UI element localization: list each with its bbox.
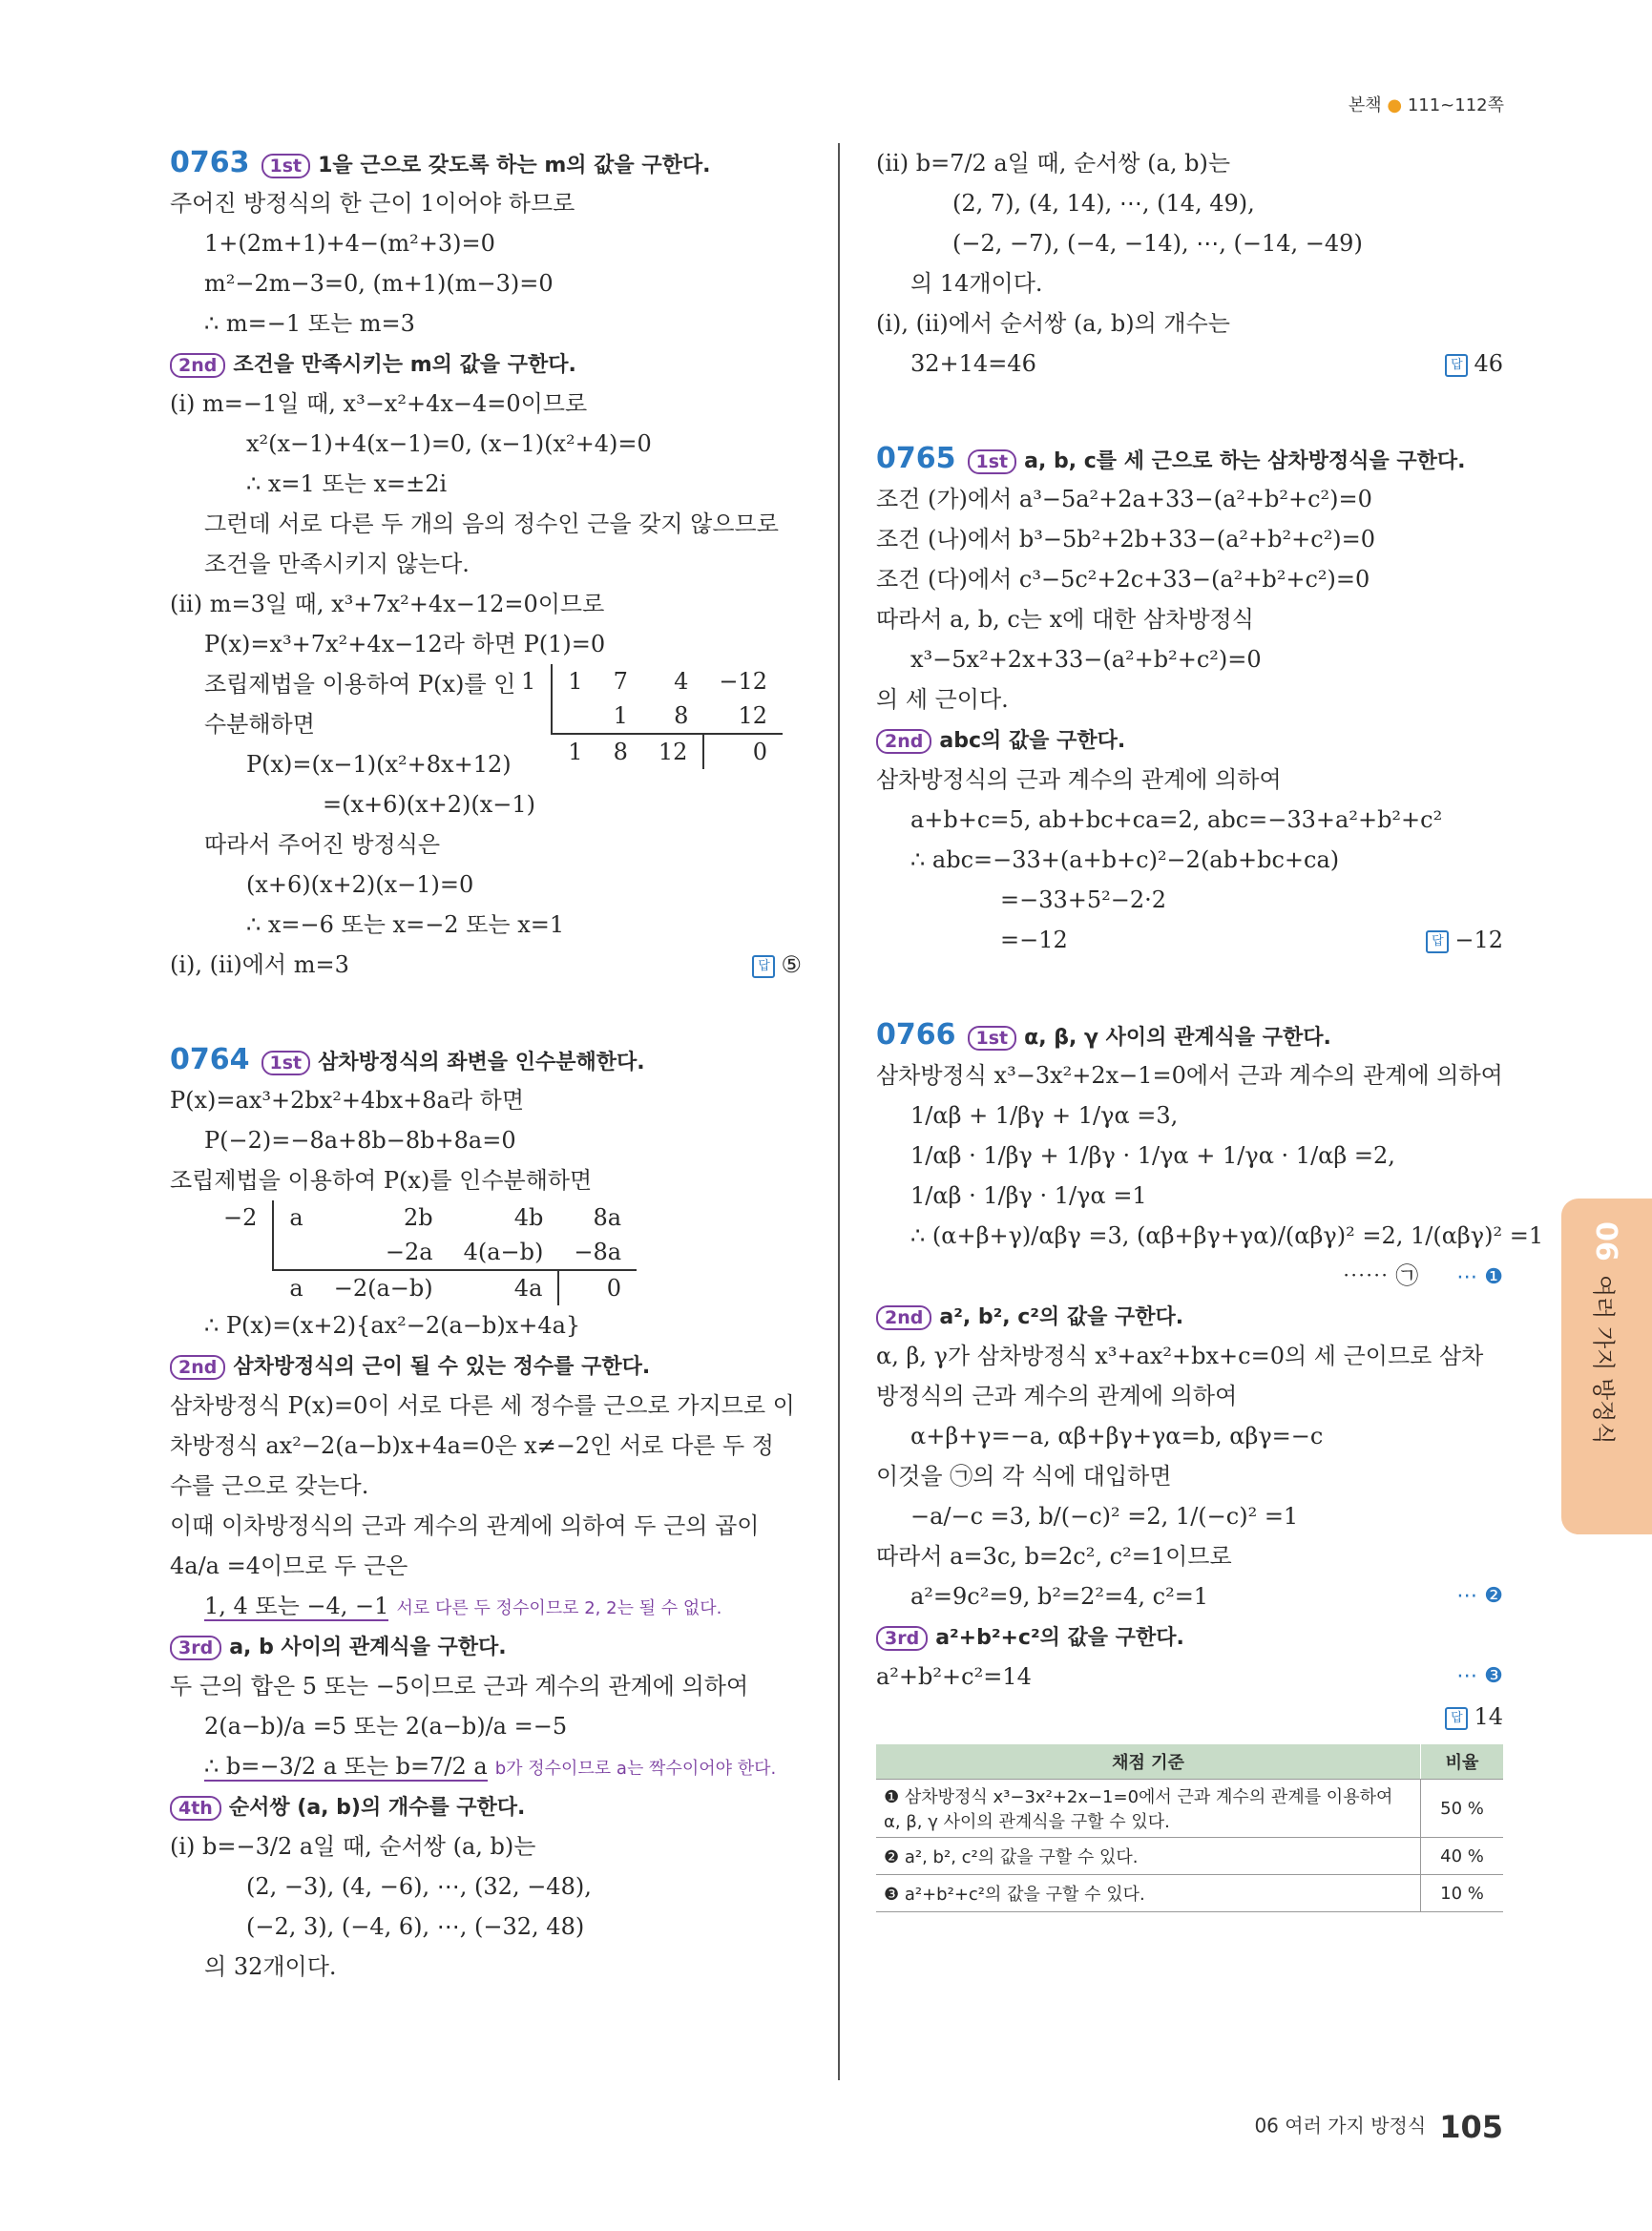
equation-line: m²−2m−3=0, (m+1)(m−3)=0 <box>204 270 554 297</box>
bullet-dot-icon: ● <box>1387 95 1403 115</box>
column-divider <box>838 143 840 2080</box>
answer-value: 46 <box>1474 350 1503 377</box>
problem-number: 0765 <box>876 442 956 475</box>
step-heading <box>170 1786 802 1826</box>
answer-icon: 답 <box>1445 1707 1468 1730</box>
ratio-cell: 50 % <box>1421 1780 1504 1838</box>
step-title: 순서쌍 (a, b)의 개수를 구한다. <box>228 1796 526 1820</box>
annotation-note: b가 정수이므로 a는 짝수이어야 한다. <box>494 1759 777 1779</box>
problem-number: 0766 <box>876 1018 956 1052</box>
step-title: 삼차방정식의 근이 될 수 있는 정수를 구한다. <box>233 1355 651 1379</box>
equation-line: 1+(2m+1)+4−(m²+3)=0 <box>204 230 495 257</box>
step-title: a²+b²+c²의 값을 구한다. <box>935 1626 1184 1650</box>
equation-line: 2(a−b)/a =5 또는 2(a−b)/a =−5 <box>204 1713 568 1740</box>
answer-icon: 답 <box>1426 930 1449 953</box>
equation-line <box>876 1657 1503 1697</box>
solution-line: (i) m=−1일 때, x³−x²+4x−4=0이므로 <box>170 390 588 417</box>
step-title: 1을 근으로 갖도록 하는 m의 값을 구한다. <box>318 154 711 177</box>
equation-line: ∴ P(x)=(x+2){ax²−2(a−b)x+4a} <box>204 1312 581 1339</box>
solution-line: 삼차방정식 P(x)=0이 서로 다른 세 정수를 근으로 가지므로 이 <box>170 1392 795 1419</box>
solution-line: 따라서 주어진 방정식은 <box>204 831 441 858</box>
solution-line: 조립제법을 이용하여 P(x)를 인수분해하면 <box>170 1167 593 1194</box>
equation-line: P(−2)=−8a+8b−8b+8a=0 <box>204 1127 516 1154</box>
solution-line: 주어진 방정식의 한 근이 1이어야 하므로 <box>170 190 575 217</box>
problem-0763-heading <box>170 143 802 183</box>
score-marker: ⋯ ❸ <box>1456 1664 1503 1688</box>
problem-0765-heading <box>876 439 1503 479</box>
solution-line: 그런데 서로 다른 두 개의 음의 정수인 근을 갖지 않으므로 <box>204 511 779 537</box>
solution-line: (i) b=−3/2 a일 때, 순서쌍 (a, b)는 <box>170 1833 536 1860</box>
solution-line: α, β, γ가 삼차방정식 x³+ax²+bx+c=0의 세 근이므로 삼차 <box>876 1343 1484 1369</box>
equation-line: (−2, −7), (−4, −14), ⋯, (−14, −49) <box>952 230 1363 257</box>
equation-line: P(x)=(x−1)(x²+8x+12) <box>246 751 512 778</box>
equation-line <box>876 1576 1503 1616</box>
step-badge: 1st <box>261 1051 311 1075</box>
synthetic-division-table: 1 1 7 4 −12 1 8 12 1 8 12 0 <box>506 664 783 769</box>
problem-0764-heading <box>170 1040 802 1080</box>
solution-line: 수를 근으로 갖는다. <box>170 1472 369 1499</box>
equation-line: =(x+6)(x+2)(x−1) <box>323 791 536 818</box>
solution-line: 삼차방정식 x³−3x²+2x−1=0에서 근과 계수의 관계에 의하여 <box>876 1062 1503 1089</box>
step-badge: 2nd <box>876 729 931 754</box>
equation-line: 1/αβ · 1/βγ · 1/γα =1 <box>910 1182 1147 1209</box>
step-title: 삼차방정식의 좌변을 인수분해한다. <box>318 1051 645 1074</box>
equation-line: (2, 7), (4, 14), ⋯, (14, 49), <box>952 190 1255 217</box>
equation-line: (x+6)(x+2)(x−1)=0 <box>246 871 474 898</box>
score-marker: ⋯ ❷ <box>1456 1584 1503 1608</box>
solution-line: 이것을 ㉠의 각 식에 대입하면 <box>876 1463 1172 1490</box>
ratio-cell: 10 % <box>1421 1875 1504 1912</box>
equation-line: 1/αβ · 1/βγ + 1/βγ · 1/γα + 1/γα · 1/αβ =2, <box>910 1142 1395 1169</box>
answer-icon: 답 <box>752 955 775 978</box>
criteria-cell: ❸ a²+b²+c²의 값을 구할 수 있다. <box>876 1875 1421 1912</box>
answer-value: −12 <box>1454 927 1503 953</box>
chapter-number: 06 <box>1589 1221 1622 1261</box>
page-footer <box>1254 2109 1503 2145</box>
synthetic-division-table: −2 a 2b 4b 8a −2a 4(a−b) −8a a −2(a−b) 4a 0 <box>208 1200 637 1305</box>
step-heading <box>876 719 1503 760</box>
answer <box>1445 1697 1503 1737</box>
equation-line: −a/−c =3, b/(−c)² =2, 1/(−c)² =1 <box>910 1503 1299 1530</box>
equation-text: 1, 4 또는 −4, −1 <box>204 1593 389 1619</box>
ratio-cell: 40 % <box>1421 1838 1504 1875</box>
step-badge: 2nd <box>876 1305 931 1330</box>
equation-line: α+β+γ=−a, αβ+βγ+γα=b, αβγ=−c <box>910 1423 1324 1449</box>
equation-line: ∴ x=1 또는 x=±2i <box>246 470 448 497</box>
solution-line: 조립제법을 이용하여 P(x)를 인 <box>204 671 516 698</box>
answer-line <box>876 1697 1503 1737</box>
solution-line: 두 근의 합은 5 또는 −5이므로 근과 계수의 관계에 의하여 <box>170 1673 749 1699</box>
step-badge: 1st <box>968 449 1017 474</box>
step-badge: 3rd <box>876 1626 928 1651</box>
right-column <box>876 143 1544 1912</box>
grading-header-ratio: 비율 <box>1421 1744 1504 1780</box>
solution-line: 이때 이차방정식의 근과 계수의 관계에 의하여 두 근의 곱이 <box>170 1512 760 1539</box>
equation-text: a²=9c²=9, b²=2²=4, c²=1 <box>910 1583 1209 1610</box>
footer-chapter: 06 여러 가지 방정식 <box>1254 2114 1427 2137</box>
equation-line: =−33+5²−2·2 <box>1000 886 1167 913</box>
step-badge: 3rd <box>170 1636 221 1660</box>
step-title: a, b 사이의 관계식을 구한다. <box>229 1636 507 1659</box>
conclusion-line <box>876 920 1503 960</box>
step-title: a², b², c²의 값을 구한다. <box>939 1305 1184 1329</box>
reference-mark: ⋯⋯ ㉠ <box>1342 1262 1419 1289</box>
reference-label: 본책 <box>1348 95 1382 115</box>
step-heading <box>876 1616 1503 1657</box>
equation-line: a+b+c=5, ab+bc+ca=2, abc=−33+a²+b²+c² <box>910 806 1443 833</box>
step-badge: 2nd <box>170 1355 225 1380</box>
step-title: 조건을 만족시키는 m의 값을 구한다. <box>233 353 576 377</box>
criteria-cell: ❶ 삼차방정식 x³−3x²+2x−1=0에서 근과 계수의 관계를 이용하여 α, β, γ 사이의 관계식을 구할 수 있다. <box>876 1780 1421 1838</box>
answer <box>1445 344 1503 384</box>
solution-line: 의 32개이다. <box>204 1953 337 1980</box>
chapter-side-tab[interactable] <box>1561 1199 1652 1534</box>
marker-line <box>876 1256 1503 1296</box>
solution-line: 따라서 a=3c, b=2c², c²=1이므로 <box>876 1543 1232 1570</box>
synthetic-division-block <box>170 664 802 784</box>
chapter-title: 여러 가지 방정식 <box>1590 1275 1617 1445</box>
equation-line <box>170 1746 802 1786</box>
condition-line: 조건 (가)에서 a³−5a²+2a+33−(a²+b²+c²)=0 <box>876 486 1372 512</box>
score-marker: ⋯ ❶ <box>1456 1265 1503 1289</box>
solution-line: (ii) m=3일 때, x³+7x²+4x−12=0이므로 <box>170 591 605 617</box>
problem-0766-heading <box>876 1015 1503 1055</box>
solution-line: P(x)=ax³+2bx²+4bx+8a라 하면 <box>170 1087 525 1114</box>
solution-line: (i), (ii)에서 순서쌍 (a, b)의 개수는 <box>876 310 1230 337</box>
step-badge: 2nd <box>170 353 225 378</box>
equation-line: (2, −3), (4, −6), ⋯, (32, −48), <box>246 1873 592 1900</box>
step-badge: 1st <box>968 1026 1017 1051</box>
solution-line: (ii) b=7/2 a일 때, 순서쌍 (a, b)는 <box>876 150 1231 177</box>
equation-line: P(x)=x³+7x²+4x−12라 하면 P(1)=0 <box>204 631 606 657</box>
answer <box>752 945 802 985</box>
solution-line: 의 세 근이다. <box>876 686 1009 713</box>
reference-pages: 111~112쪽 <box>1407 95 1504 115</box>
problem-number: 0764 <box>170 1043 250 1076</box>
grading-criteria-table <box>876 1744 1503 1912</box>
condition-line: 조건 (나)에서 b³−5b²+2b+33−(a²+b²+c²)=0 <box>876 526 1376 553</box>
answer-value: 14 <box>1474 1703 1503 1730</box>
page-number: 105 <box>1439 2109 1503 2145</box>
solution-line: 4a/a =4이므로 두 근은 <box>170 1553 408 1579</box>
equation-text: ∴ b=−3/2 a 또는 b=7/2 a <box>204 1753 488 1780</box>
step-badge: 1st <box>261 154 311 178</box>
conclusion-text: =−12 <box>1000 927 1068 953</box>
equation-line: ∴ x=−6 또는 x=−2 또는 x=1 <box>246 911 565 938</box>
step-title: abc의 값을 구한다. <box>939 729 1126 753</box>
table-row <box>876 1780 1503 1838</box>
equation-line: ∴ m=−1 또는 m=3 <box>204 310 415 337</box>
conclusion-line <box>876 344 1503 384</box>
conclusion-text: 32+14=46 <box>910 350 1036 377</box>
criteria-cell: ❷ a², b², c²의 값을 구할 수 있다. <box>876 1838 1421 1875</box>
equation-line: ∴ (α+β+γ)/αβγ =3, (αβ+βγ+γα)/(αβγ)² =2, 1/(αβγ)² =1 <box>910 1222 1544 1249</box>
solution-line: 방정식의 근과 계수의 관계에 의하여 <box>876 1383 1238 1409</box>
step-heading <box>876 1296 1503 1336</box>
page-reference <box>1349 92 1504 116</box>
equation-line <box>170 1586 802 1626</box>
left-column <box>170 143 802 1987</box>
table-row <box>876 1838 1503 1875</box>
equation-line: ∴ abc=−33+(a+b+c)²−2(ab+bc+ca) <box>910 846 1340 873</box>
condition-line: 조건 (다)에서 c³−5c²+2c+33−(a²+b²+c²)=0 <box>876 566 1370 593</box>
solution-line: 따라서 a, b, c는 x에 대한 삼차방정식 <box>876 606 1254 633</box>
answer-value: ⑤ <box>781 951 802 978</box>
grading-header-criteria: 채점 기준 <box>876 1744 1421 1780</box>
equation-line: (−2, 3), (−4, 6), ⋯, (−32, 48) <box>246 1913 585 1940</box>
step-heading <box>170 344 802 384</box>
step-heading <box>170 1345 802 1386</box>
equation-line: x²(x−1)+4(x−1)=0, (x−1)(x²+4)=0 <box>246 430 652 457</box>
step-heading <box>170 1626 802 1666</box>
answer <box>1426 920 1503 960</box>
conclusion-line <box>170 945 802 985</box>
equation-line: 1/αβ + 1/βγ + 1/γα =3, <box>910 1102 1179 1129</box>
problem-number: 0763 <box>170 146 250 179</box>
step-badge: 4th <box>170 1796 221 1821</box>
step-title: α, β, γ 사이의 관계식을 구한다. <box>1024 1026 1331 1050</box>
solution-line: 수분해하면 <box>204 711 315 738</box>
equation-line: x³−5x²+2x+33−(a²+b²+c²)=0 <box>910 646 1262 673</box>
solution-line: 조건을 만족시키지 않는다. <box>204 551 470 577</box>
conclusion-text: (i), (ii)에서 m=3 <box>170 951 349 978</box>
answer-icon: 답 <box>1445 354 1468 377</box>
step-title: a, b, c를 세 근으로 하는 삼차방정식을 구한다. <box>1024 449 1466 473</box>
table-row <box>876 1875 1503 1912</box>
solution-line: 차방정식 ax²−2(a−b)x+4a=0은 x≠−2인 서로 다른 두 정 <box>170 1432 774 1459</box>
solution-line: 의 14개이다. <box>910 270 1043 297</box>
solution-line: 삼차방정식의 근과 계수의 관계에 의하여 <box>876 766 1282 793</box>
annotation-note: 서로 다른 두 정수이므로 2, 2는 될 수 없다. <box>396 1598 722 1618</box>
equation-text: a²+b²+c²=14 <box>876 1663 1032 1690</box>
